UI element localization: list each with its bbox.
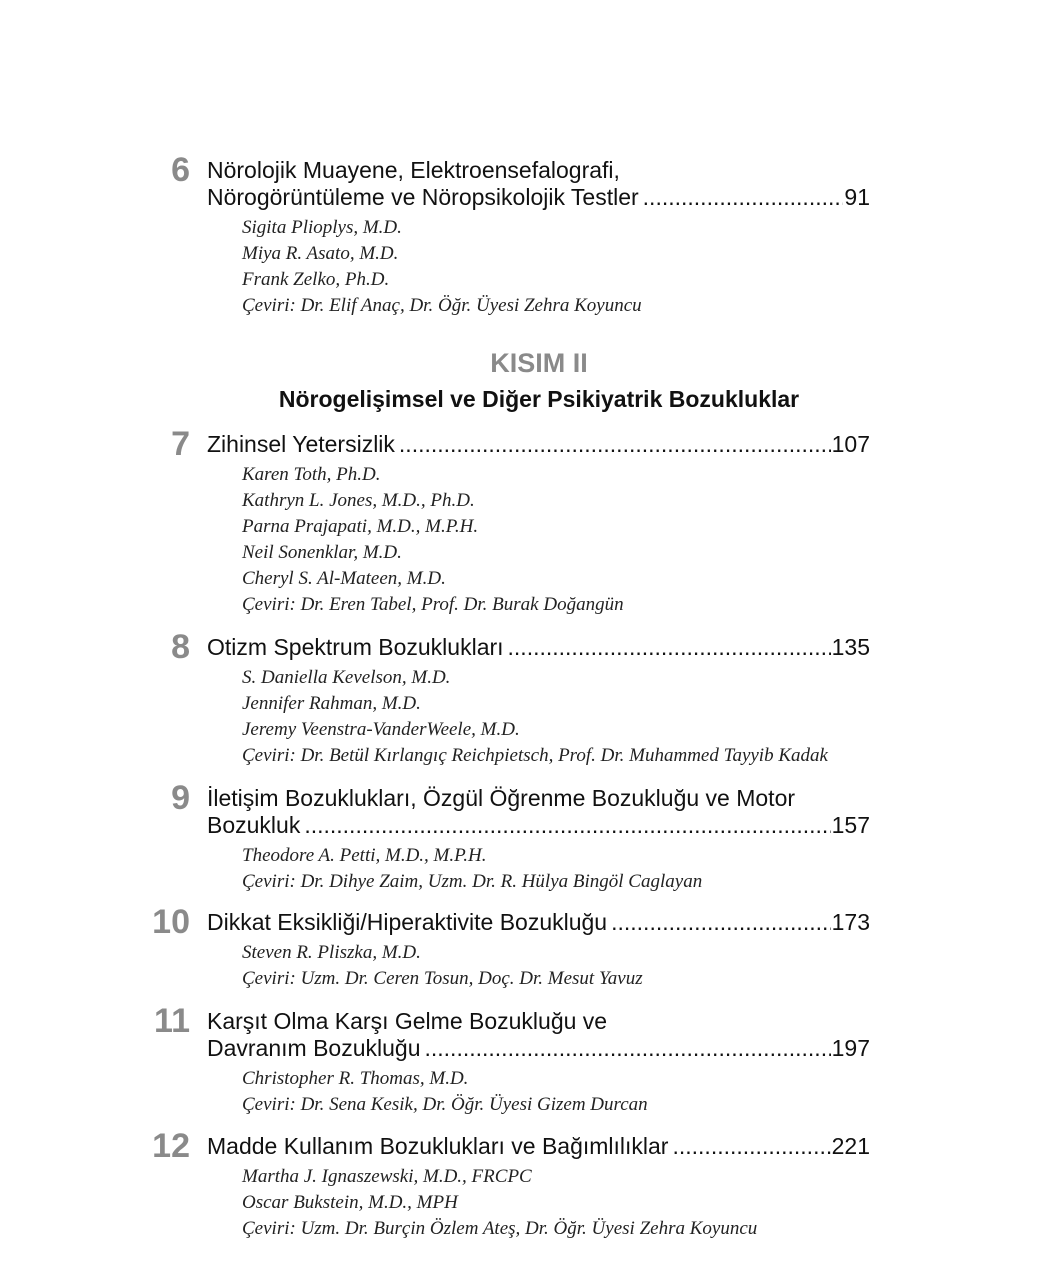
author: Cheryl S. Al-Mateen, M.D. xyxy=(242,568,446,589)
author: Frank Zelko, Ph.D. xyxy=(242,269,390,290)
author: Martha J. Ignaszewski, M.D., FRCPC xyxy=(242,1166,532,1187)
chapter-number: 11 xyxy=(154,1002,190,1040)
author: Sigita Plioplys, M.D. xyxy=(242,217,402,238)
author: Miya R. Asato, M.D. xyxy=(242,243,399,264)
page-number: 173 xyxy=(831,909,870,935)
author-list xyxy=(242,940,882,992)
part-title: Nörogelişimsel ve Diğer Psikiyatrik Bozukluklar xyxy=(278,386,800,412)
dot-leader xyxy=(399,431,831,458)
author: Jeremy Veenstra-VanderWeele, M.D. xyxy=(242,719,520,740)
chapter-number: 9 xyxy=(171,779,190,817)
chapter-number: 10 xyxy=(152,903,190,941)
dot-leader xyxy=(304,812,830,839)
author: Steven R. Pliszka, M.D. xyxy=(242,942,421,963)
author-list xyxy=(242,1066,882,1118)
chapter-title[interactable] xyxy=(207,157,870,211)
chapter-title-line: Dikkat Eksikliği/Hiperaktivite Bozukluğu xyxy=(207,909,608,935)
translators: Çeviri: Uzm. Dr. Burçin Özlem Ateş, Dr. Öğr. Üyesi Zehra Koyuncu xyxy=(242,1218,758,1239)
translators: Çeviri: Dr. Betül Kırlangıç Reichpietsch, Prof. Dr. Muhammed Tayyib Kadak xyxy=(242,745,828,766)
translators: Çeviri: Dr. Dihye Zaim, Uzm. Dr. R. Hülya Bingöl Caglayan xyxy=(242,871,703,892)
chapter-title[interactable] xyxy=(207,634,870,661)
dot-leader xyxy=(611,909,831,936)
chapter-number: 6 xyxy=(171,151,190,189)
chapter-title-line: Otizm Spektrum Bozuklukları xyxy=(207,634,504,660)
dot-leader xyxy=(508,634,831,661)
author-list xyxy=(242,843,882,895)
author-list xyxy=(242,462,882,618)
chapter-title-line: Davranım Bozukluğu xyxy=(207,1035,421,1061)
author-list xyxy=(242,1164,882,1242)
chapter-title[interactable] xyxy=(207,909,870,936)
page-number: 221 xyxy=(831,1133,870,1159)
page-number: 157 xyxy=(831,812,870,838)
page-number: 107 xyxy=(831,431,870,457)
author: Christopher R. Thomas, M.D. xyxy=(242,1068,469,1089)
chapter-number: 8 xyxy=(171,628,190,666)
chapter-title-line: Bozukluk xyxy=(207,812,301,838)
author: Neil Sonenklar, M.D. xyxy=(242,542,402,563)
chapter-title-line: Nörolojik Muayene, Elektroensefalografi, xyxy=(207,157,620,183)
part-label: KISIM II xyxy=(490,348,588,378)
dot-leader xyxy=(643,184,844,211)
page-number: 135 xyxy=(831,634,870,660)
chapter-title[interactable] xyxy=(207,785,870,839)
dot-leader xyxy=(672,1133,830,1160)
author: Parna Prajapati, M.D., M.P.H. xyxy=(242,516,479,537)
author: Jennifer Rahman, M.D. xyxy=(242,693,421,714)
chapter-title-line: Madde Kullanım Bozuklukları ve Bağımlılıklar xyxy=(207,1133,669,1159)
chapter-title-line: İletişim Bozuklukları, Özgül Öğrenme Bozukluğu ve Motor xyxy=(207,785,796,811)
author: Theodore A. Petti, M.D., M.P.H. xyxy=(242,845,487,866)
author-list xyxy=(242,665,882,769)
chapter-title[interactable] xyxy=(207,431,870,458)
chapter-title-line: Karşıt Olma Karşı Gelme Bozukluğu ve xyxy=(207,1008,608,1034)
translators: Çeviri: Dr. Eren Tabel, Prof. Dr. Burak Doğangün xyxy=(242,594,624,615)
author: Karen Toth, Ph.D. xyxy=(242,464,381,485)
author: Oscar Bukstein, M.D., MPH xyxy=(242,1192,458,1213)
author-list xyxy=(242,215,882,319)
page-number: 197 xyxy=(831,1035,870,1061)
translators: Çeviri: Uzm. Dr. Ceren Tosun, Doç. Dr. Mesut Yavuz xyxy=(242,968,643,989)
author: S. Daniella Kevelson, M.D. xyxy=(242,667,451,688)
author: Kathryn L. Jones, M.D., Ph.D. xyxy=(242,490,475,511)
translators: Çeviri: Dr. Elif Anaç, Dr. Öğr. Üyesi Zehra Koyuncu xyxy=(242,295,642,316)
chapter-title[interactable] xyxy=(207,1133,870,1160)
dot-leader xyxy=(425,1035,831,1062)
chapter-title[interactable] xyxy=(207,1008,870,1062)
translators: Çeviri: Dr. Sena Kesik, Dr. Öğr. Üyesi Gizem Durcan xyxy=(242,1094,648,1115)
chapter-title-line: Nörogörüntüleme ve Nöropsikolojik Testler xyxy=(207,184,639,210)
chapter-title-line: Zihinsel Yetersizlik xyxy=(207,431,395,457)
chapter-number: 7 xyxy=(171,425,190,463)
chapter-number: 12 xyxy=(152,1127,190,1165)
page-number: 91 xyxy=(844,184,870,210)
